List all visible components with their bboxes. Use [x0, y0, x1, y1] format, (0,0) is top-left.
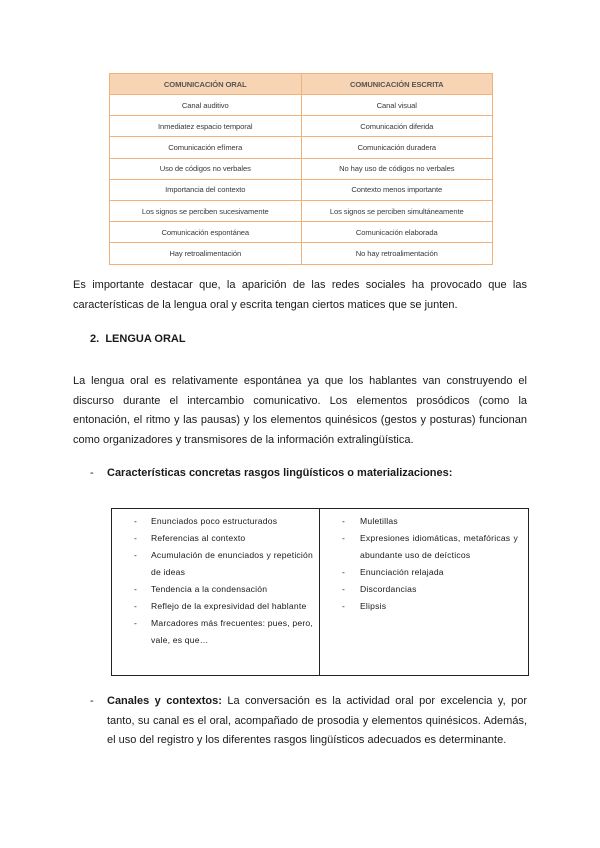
- cell-oral: Hay retroalimentación: [110, 243, 302, 264]
- section-heading: [90, 333, 186, 345]
- bullet-dash: -: [90, 467, 94, 479]
- bullet-dash: -: [134, 550, 138, 560]
- channels-label: Canales y contextos:: [107, 695, 222, 707]
- channels-text: La conversación es la actividad oral por excelencia y, por tanto, su canal es el oral, acompañado de prosodia y elementos quinésicos. Además, el uso del registro y los diferentes rasgos lingüísticos adecuados es determinante.: [107, 695, 527, 746]
- intro-paragraph: Es importante destacar que, la aparición de las redes sociales ha provocado que las características de la lengua oral y escrita tengan ciertos matices que se junten.: [73, 279, 527, 311]
- features-bullet-title: Características concretas rasgos lingüísticos o materializaciones:: [107, 467, 453, 479]
- list-item: [112, 581, 313, 598]
- list-item-text: Elipsis: [360, 601, 387, 611]
- bullet-dash: -: [134, 584, 138, 594]
- table-row: [110, 95, 493, 116]
- table-row: [110, 158, 493, 179]
- list-item: [112, 547, 313, 581]
- channels-bullet: [90, 692, 527, 751]
- table-row: [110, 222, 493, 243]
- list-item: [320, 581, 522, 598]
- cell-escrita: Comunicación diferida: [301, 116, 493, 137]
- cell-escrita: Comunicación duradera: [301, 137, 493, 158]
- cell-escrita: Canal visual: [301, 95, 493, 116]
- table-row: [110, 116, 493, 137]
- list-item: [112, 530, 313, 547]
- features-right-column: [320, 509, 528, 675]
- list-item: [112, 513, 313, 530]
- list-item-text: Referencias al contexto: [151, 533, 246, 543]
- list-item: [320, 530, 522, 564]
- table-row: [110, 243, 493, 264]
- cell-escrita: Contexto menos importante: [301, 179, 493, 200]
- table-row: [110, 179, 493, 200]
- cell-oral: Canal auditivo: [110, 95, 302, 116]
- table-header-row: [110, 74, 493, 95]
- list-item-text: Acumulación de enunciados y repetición de ideas: [151, 550, 313, 577]
- bullet-dash: -: [134, 618, 138, 628]
- cell-escrita: Los signos se perciben simultáneamente: [301, 200, 493, 221]
- bullet-dash: -: [342, 601, 346, 611]
- cell-oral: Inmediatez espacio temporal: [110, 116, 302, 137]
- bullet-dash: -: [342, 584, 346, 594]
- list-item: [320, 564, 522, 581]
- bullet-dash: -: [90, 695, 94, 707]
- list-item-text: Marcadores más frecuentes: pues, pero, vale, es que…: [151, 618, 313, 645]
- cell-oral: Comunicación efímera: [110, 137, 302, 158]
- cell-oral: Los signos se perciben sucesivamente: [110, 200, 302, 221]
- list-item-text: Discordancias: [360, 584, 417, 594]
- list-item-text: Reflejo de la expresividad del hablante: [151, 601, 307, 611]
- features-bullet: [90, 467, 527, 479]
- header-escrita: COMUNICACIÓN ESCRITA: [301, 74, 493, 95]
- cell-oral: Comunicación espontánea: [110, 222, 302, 243]
- bullet-dash: -: [134, 601, 138, 611]
- cell-escrita: Comunicación elaborada: [301, 222, 493, 243]
- section-paragraph: La lengua oral es relativamente espontánea ya que los hablantes van construyendo el discurso durante el intercambio comunicativo. Los elementos prosódicos (como la entonación, el ritmo y las pausas) y los elementos quinésicos (gestos y posturas) funcionan como organizadores y transmisores de la información extralingüística.: [73, 375, 527, 446]
- header-oral: COMUNICACIÓN ORAL: [110, 74, 302, 95]
- section-number: 2.: [90, 333, 100, 345]
- list-item-text: Enunciados poco estructurados: [151, 516, 278, 526]
- list-item: [112, 615, 313, 649]
- list-item: [320, 598, 522, 615]
- list-item: [112, 598, 313, 615]
- bullet-dash: -: [342, 516, 346, 526]
- list-item-text: Tendencia a la condensación: [151, 584, 268, 594]
- table-row: [110, 200, 493, 221]
- list-item-text: Enunciación relajada: [360, 567, 444, 577]
- list-item-text: Muletillas: [360, 516, 398, 526]
- cell-escrita: No hay uso de códigos no verbales: [301, 158, 493, 179]
- section-title: LENGUA ORAL: [105, 333, 186, 345]
- bullet-dash: -: [342, 567, 346, 577]
- features-left-column: [112, 509, 320, 675]
- cell-escrita: No hay retroalimentación: [301, 243, 493, 264]
- cell-oral: Uso de códigos no verbales: [110, 158, 302, 179]
- bullet-dash: -: [134, 533, 138, 543]
- list-item: [320, 513, 522, 530]
- table-row: [110, 137, 493, 158]
- bullet-dash: -: [134, 516, 138, 526]
- cell-oral: Importancia del contexto: [110, 179, 302, 200]
- features-box: [111, 508, 529, 676]
- bullet-dash: -: [342, 533, 346, 543]
- list-item-text: Expresiones idiomáticas, metafóricas y abundante uso de deícticos: [360, 533, 518, 560]
- comparison-table: [109, 73, 493, 265]
